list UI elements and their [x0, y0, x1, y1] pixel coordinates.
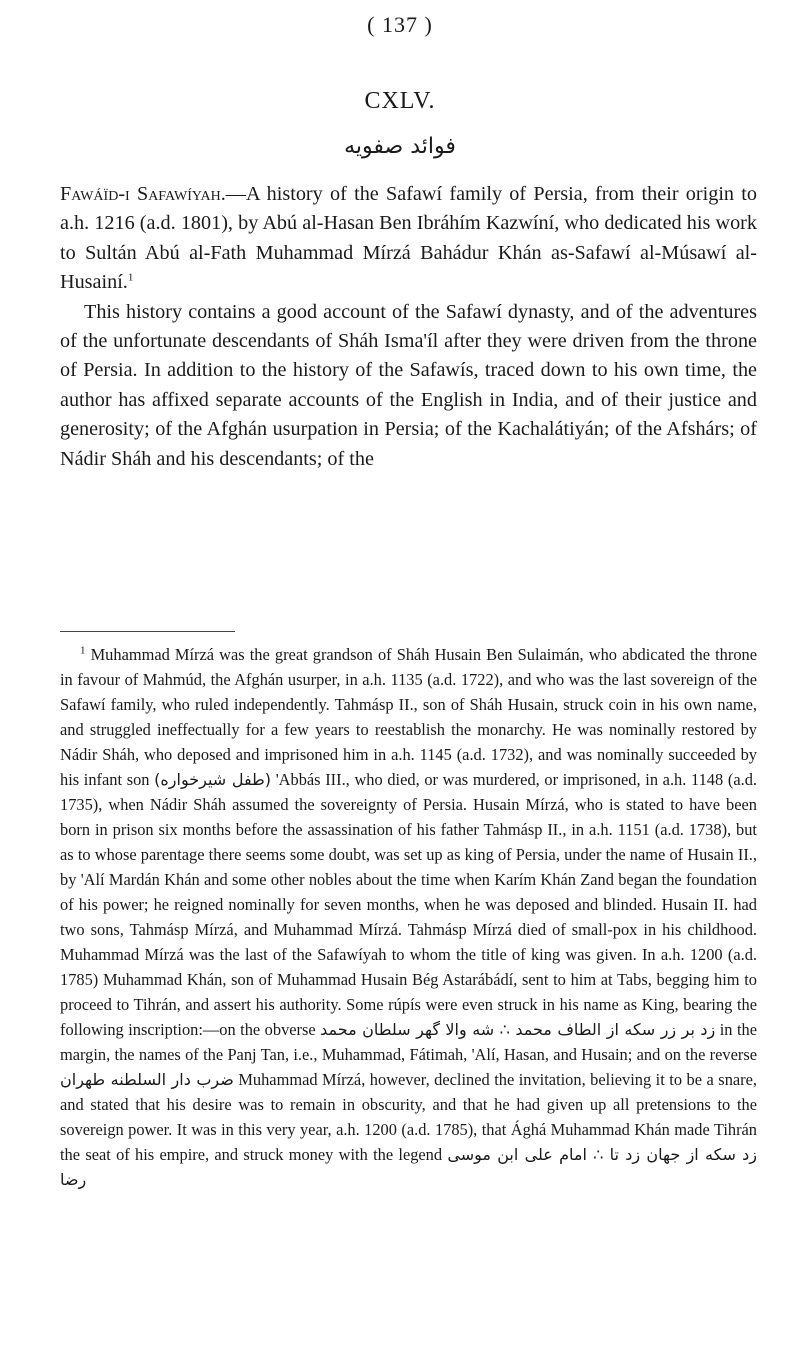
paragraph-1 — [60, 180, 757, 298]
work-title: Fawáïd-i Safawíyah. — [60, 183, 226, 205]
arabic-title: فوائد صفويه — [344, 134, 456, 159]
footnote-marker: 1 — [80, 644, 86, 657]
footnote-text-2: 'Abbás III., who died, or was murdered, or imprisoned, in a.h. 1148 (a.d. 1735), when Nádir Sháh assumed the sovereignty of Persia. Husain Mírzá, who is stated to have been born in prison six months before the assassination of his father Tahmásp II., in a.h. 1151 (a.d. 1738), but as to whose parentage there seems some doubt, was set up as king of Persia, under the name of Husain II., by 'Alí Mardán Khán and some other nobles about the time when Karím Khán Zand began the foundation of his power; he reigned nominally for seven months, when he was deposed and blinded. Husain II. had two sons, Tahmásp Mírzá, and Muhammad Mírzá. Tahmásp Mírzá died of small-pox in his childhood. Muhammad Mírzá was the last of the Safawíyah to whom the title of king was given. In a.h. 1200 (a.d. 1785) Muhammad Khán, son of Muhammad Husain Bég Astarábádí, sent to him at Tabs, begging him to proceed to Tihrán, and assert his authority. Some rúpís were even struck in his name as King, bearing the following inscription:—on the obverse — [60, 770, 757, 1039]
footnote-text-4: Muhammad Mírzá, however, declined the invitation, believing it to be a snare, and stated that his desire was to remain in obscurity, and that he had given up all pretensions to the sovereign power. It was in this very year, a.h. 1200 (a.d. 1785), that Ághá Muhammad Khán made Tihrán the seat of his empire, and struck money with the legend — [60, 1070, 757, 1164]
footnote — [60, 642, 757, 1192]
page-number: ( 137 ) — [367, 12, 433, 37]
arabic-obverse-inscription: زد بر زر سکه از الطاف محمد ∴ شه والا گهر سلطان محمد — [320, 1020, 716, 1039]
paragraph-2: This history contains a good account of the Safawí dynasty, and of the adventures of the unfortunate descendants of Sháh Isma'íl after they were driven from the throne of Persia. In addition to the history of the Safawís, traced down to his own time, the author has affixed separate accounts of the English in India, and of their justice and generosity; of the Afghán usurpation in Persia; of the Kachalátiyán; of the Afshárs; of Nádir Sháh and his descendants; of the — [60, 300, 757, 470]
footnote-text-3: in the margin, the names of the Panj Tan, i.e., Muhammad, Fátimah, 'Alí, Hasan, and Husain; and on the reverse — [60, 1020, 758, 1064]
arabic-reverse-inscription: ضرب دار السلطنه طهران — [60, 1070, 234, 1089]
footnote-divider — [60, 631, 235, 632]
paragraph-1-text: —A history of the Safawí family of Persia, from their origin to a.h. 1216 (a.d. 1801), by Abú al-Hasan Ben Ibráhím Kazwíní, who dedicated his work to Sultán Abú al-Fath Muhammad Mírzá Bahádur Khán as-Safawí al-Músawí al-Husainí. — [60, 183, 757, 294]
section-number: CXLV. — [364, 88, 436, 114]
footnote-text-1: Muhammad Mírzá was the great grandson of Sháh Husain Ben Sulaimán, who abdicated the throne in favour of Mahmúd, the Afghán usurper, in a.h. 1135 (a.d. 1722), and who was the last sovereign of the Safawí family, who ruled independently. Tahmásp II., son of Sháh Husain, struck coin in his own name, and struggled ineffectually for a few years to reestablish the monarchy. He was nominally restored by Nádir Sháh, who deposed and imprisoned him in a.h. 1145 (a.d. 1732), and was nominally succeeded by his infant son — [60, 645, 757, 789]
arabic-legend: زد سکه از جهان زد تا ∴ امام علی ابن موسی رضا — [60, 1145, 758, 1189]
footnote-reference: 1 — [127, 271, 134, 284]
arabic-phrase-infant: (طفل شیرخواره) — [154, 770, 272, 789]
main-text — [60, 180, 757, 474]
